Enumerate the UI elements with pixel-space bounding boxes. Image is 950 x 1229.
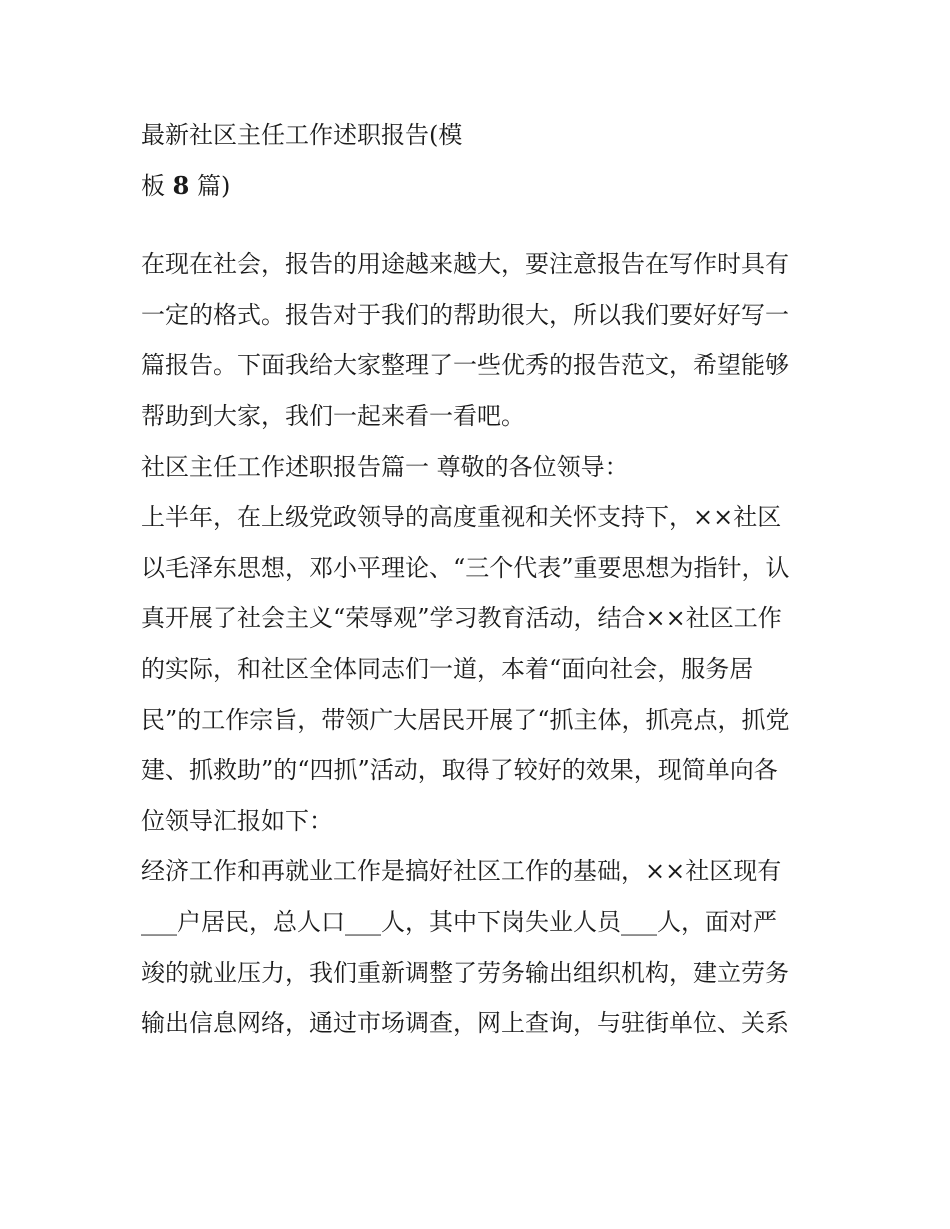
- document-title: [141, 110, 813, 211]
- text-line: 上半年，在上级党政领导的高度重视和关怀支持下，××社区: [141, 503, 782, 532]
- text-line: 竣的就业压力，我们重新调整了劳务输出组织机构，建立劳务: [141, 958, 789, 987]
- text-line: 在现在社会，报告的用途越来越大，要注意报告在写作时具有: [141, 250, 789, 279]
- text-line: ___户居民，总人口___人，其中下岗失业人员___人，面对严: [141, 907, 777, 936]
- section-heading-line: 社区主任工作述职报告篇一 尊敬的各位领导：: [141, 452, 629, 481]
- title-line-2: 板 8 篇): [141, 170, 231, 200]
- paragraph-section-heading: [141, 442, 813, 493]
- text-line: 以毛泽东思想，邓小平理论、“三个代表”重要思想为指针，认: [141, 553, 790, 582]
- title-line-1: 最新社区主任工作述职报告(模: [141, 121, 463, 149]
- paragraph-intro: [141, 239, 813, 441]
- text-line: 的实际，和社区全体同志们一道，本着“面向社会，服务居: [141, 654, 754, 683]
- title-number: 8: [172, 170, 190, 200]
- text-line: 输出信息网络，通过市场调查，网上查询，与驻街单位、关系: [141, 1009, 789, 1038]
- text-line: 经济工作和再就业工作是搞好社区工作的基础，××社区现有: [141, 857, 782, 886]
- text-line: 帮助到大家，我们一起来看一看吧。: [141, 401, 525, 430]
- document-body: [141, 239, 813, 1049]
- document-page: [141, 110, 813, 1049]
- paragraph-summary: [141, 492, 813, 846]
- paragraph-employment: [141, 846, 813, 1048]
- text-line: 篇报告。下面我给大家整理了一些优秀的报告范文，希望能够: [141, 351, 789, 380]
- text-line: 民”的工作宗旨，带领广大居民开展了“抓主体，抓亮点，抓党: [141, 705, 790, 734]
- text-line: 建、抓救助”的“四抓”活动，取得了较好的效果，现简单向各: [141, 756, 778, 785]
- text-line: 真开展了社会主义“荣辱观”学习教育活动，结合××社区工作: [141, 604, 782, 633]
- text-line: 一定的格式。报告对于我们的帮助很大，所以我们要好好写一: [141, 300, 789, 329]
- text-line: 位领导汇报如下：: [141, 806, 333, 835]
